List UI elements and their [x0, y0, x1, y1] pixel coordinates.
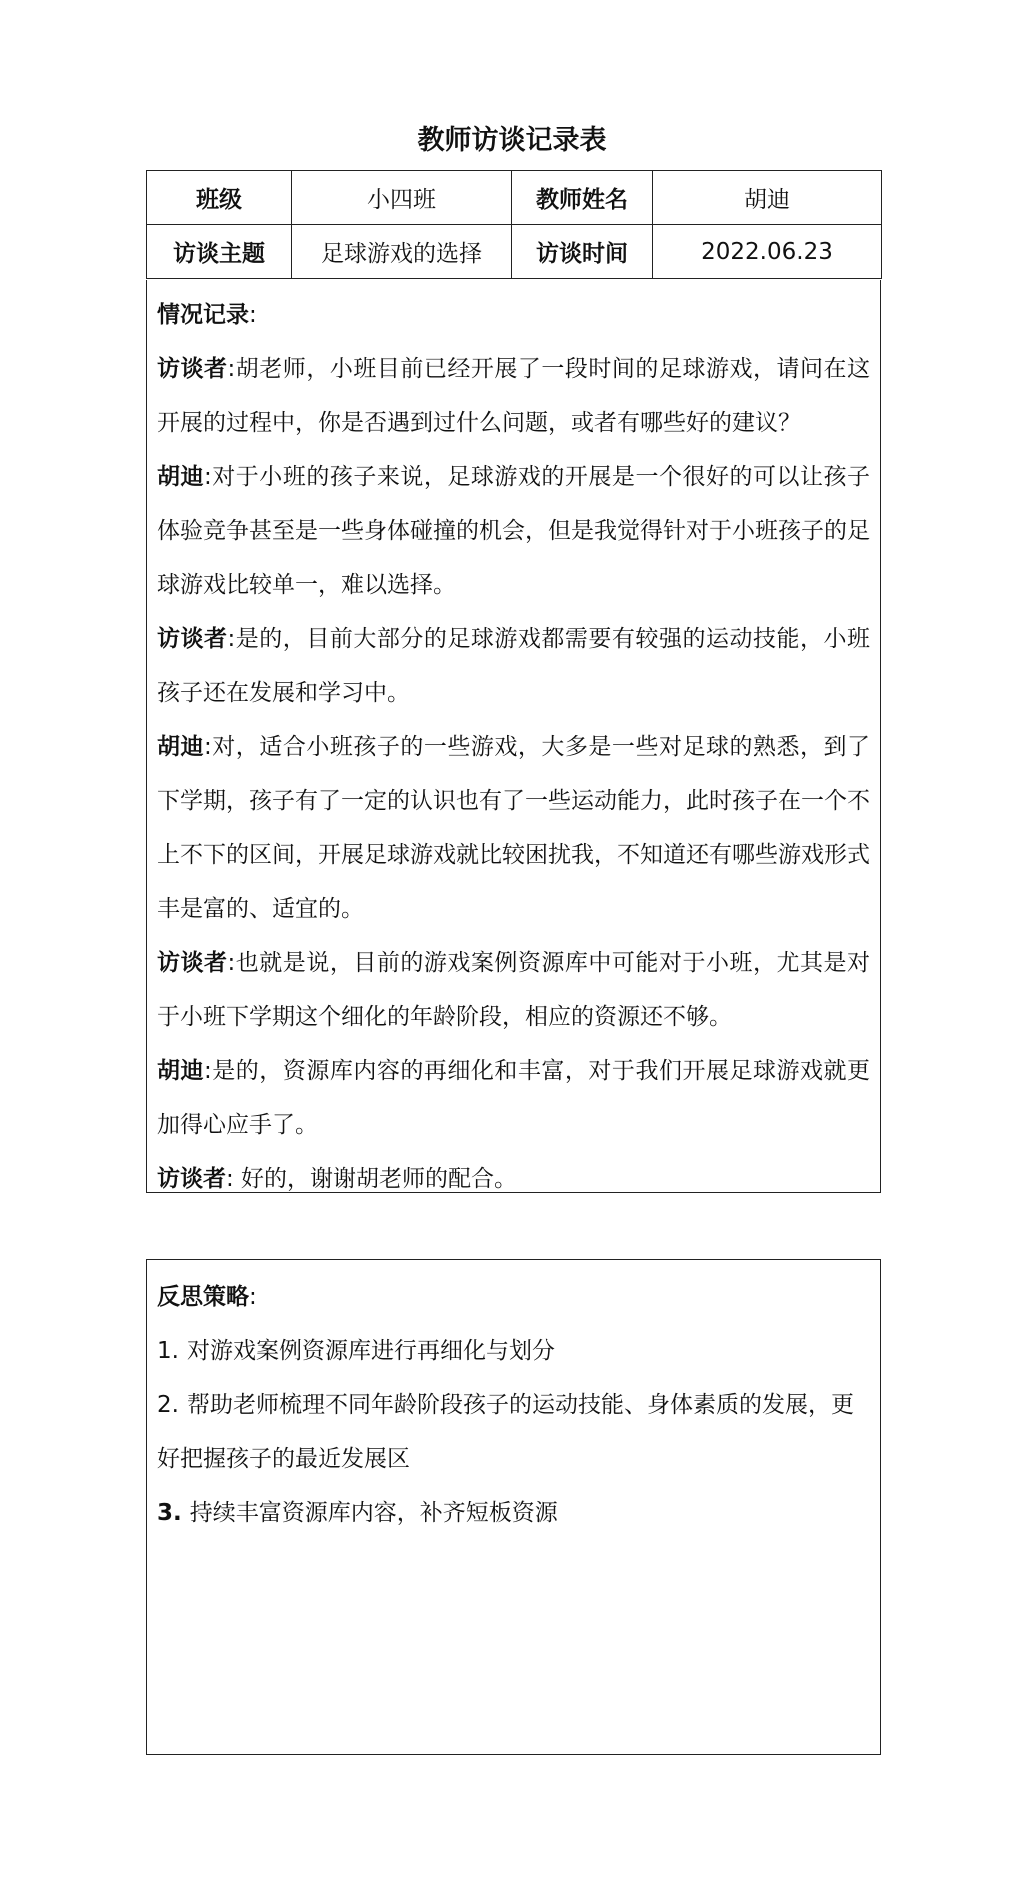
record-section — [146, 280, 881, 1193]
item-text: 持续丰富资源库内容，补齐短板资源 — [189, 1500, 558, 1526]
reflection-heading: 反思策略: — [157, 1284, 257, 1310]
class-label: 班级 — [147, 171, 292, 225]
item-text: 对游戏案例资源库进行再细化与划分 — [186, 1338, 555, 1364]
record-entry: 访谈者:胡老师，小班目前已经开展了一段时间的足球游戏，请问在这开展的过程中，你是否遇到过什么问题，或者有哪些好的建议？ — [157, 356, 871, 436]
speaker-label: 胡迪 — [157, 464, 205, 490]
speaker-label: 胡迪 — [157, 1058, 205, 1084]
record-heading: 情况记录: — [157, 302, 257, 328]
reflection-section — [146, 1259, 881, 1755]
interview-time-label: 访谈时间 — [512, 225, 653, 279]
entry-text: 对于小班的孩子来说，足球游戏的开展是一个很好的可以让孩子体验竞争甚至是一些身体碰撞的机会，但是我觉得针对于小班孩子的足球游戏比较单一，难以选择。 — [157, 464, 871, 598]
class-value: 小四班 — [292, 171, 512, 225]
entry-text: 是的，资源库内容的再细化和丰富，对于我们开展足球游戏就更加得心应手了。 — [157, 1058, 871, 1138]
item-number: 2. — [157, 1392, 179, 1418]
teacher-name-label: 教师姓名 — [512, 171, 653, 225]
reflection-item — [157, 1378, 870, 1486]
page-title: 教师访谈记录表 — [417, 125, 607, 156]
record-entry: 胡迪:对于小班的孩子来说，足球游戏的开展是一个很好的可以让孩子体验竞争甚至是一些身体碰撞的机会，但是我觉得针对于小班孩子的足球游戏比较单一，难以选择。 — [157, 464, 871, 598]
speaker-label: 访谈者 — [157, 626, 228, 652]
entry-text: 是的，目前大部分的足球游戏都需要有较强的运动技能，小班孩子还在发展和学习中。 — [157, 626, 871, 706]
record-entry: 访谈者:也就是说，目前的游戏案例资源库中可能对于小班，尤其是对于小班下学期这个细化的年龄阶段，相应的资源还不够。 — [157, 950, 871, 1030]
speaker-label: 胡迪 — [157, 734, 205, 760]
info-row-class — [147, 171, 882, 225]
item-number: 1. — [157, 1338, 179, 1364]
teacher-name-value: 胡迪 — [653, 171, 882, 225]
topic-label: 访谈主题 — [147, 225, 292, 279]
entry-text: 好的，谢谢胡老师的配合。 — [233, 1166, 518, 1192]
entry-text: 胡老师，小班目前已经开展了一段时间的足球游戏，请问在这开展的过程中，你是否遇到过什么问题，或者有哪些好的建议？ — [157, 356, 871, 436]
record-entry: 访谈者:是的，目前大部分的足球游戏都需要有较强的运动技能，小班孩子还在发展和学习中。 — [157, 626, 871, 706]
record-entry: 访谈者: 好的，谢谢胡老师的配合。 — [157, 1166, 518, 1192]
record-entry: 胡迪:是的，资源库内容的再细化和丰富，对于我们开展足球游戏就更加得心应手了。 — [157, 1058, 871, 1138]
speaker-label: 访谈者 — [157, 1166, 226, 1192]
speaker-label: 访谈者 — [157, 950, 228, 976]
entry-text: 也就是说，目前的游戏案例资源库中可能对于小班，尤其是对于小班下学期这个细化的年龄阶段，相应的资源还不够。 — [157, 950, 871, 1030]
interview-time-value: 2022.06.23 — [653, 225, 882, 279]
topic-value: 足球游戏的选择 — [292, 225, 512, 279]
entry-text: 对，适合小班孩子的一些游戏，大多是一些对足球的熟悉，到了下学期，孩子有了一定的认识也有了一些运动能力，此时孩子在一个不上不下的区间，开展足球游戏就比较困扰我，不知道还有哪些游戏形式丰是富的、适宜的。 — [157, 734, 871, 922]
reflection-item — [157, 1324, 870, 1378]
item-number: 3. — [157, 1500, 182, 1526]
item-text: 帮助老师梳理不同年龄阶段孩子的运动技能、身体素质的发展，更好把握孩子的最近发展区 — [157, 1392, 854, 1472]
reflection-item — [157, 1486, 870, 1540]
speaker-label: 访谈者 — [157, 356, 228, 382]
info-table — [146, 170, 882, 279]
record-entry: 胡迪:对，适合小班孩子的一些游戏，大多是一些对足球的熟悉，到了下学期，孩子有了一定的认识也有了一些运动能力，此时孩子在一个不上不下的区间，开展足球游戏就比较困扰我，不知道还有哪些游戏形式丰是富的、适宜的。 — [157, 734, 871, 922]
info-row-topic — [147, 225, 882, 279]
